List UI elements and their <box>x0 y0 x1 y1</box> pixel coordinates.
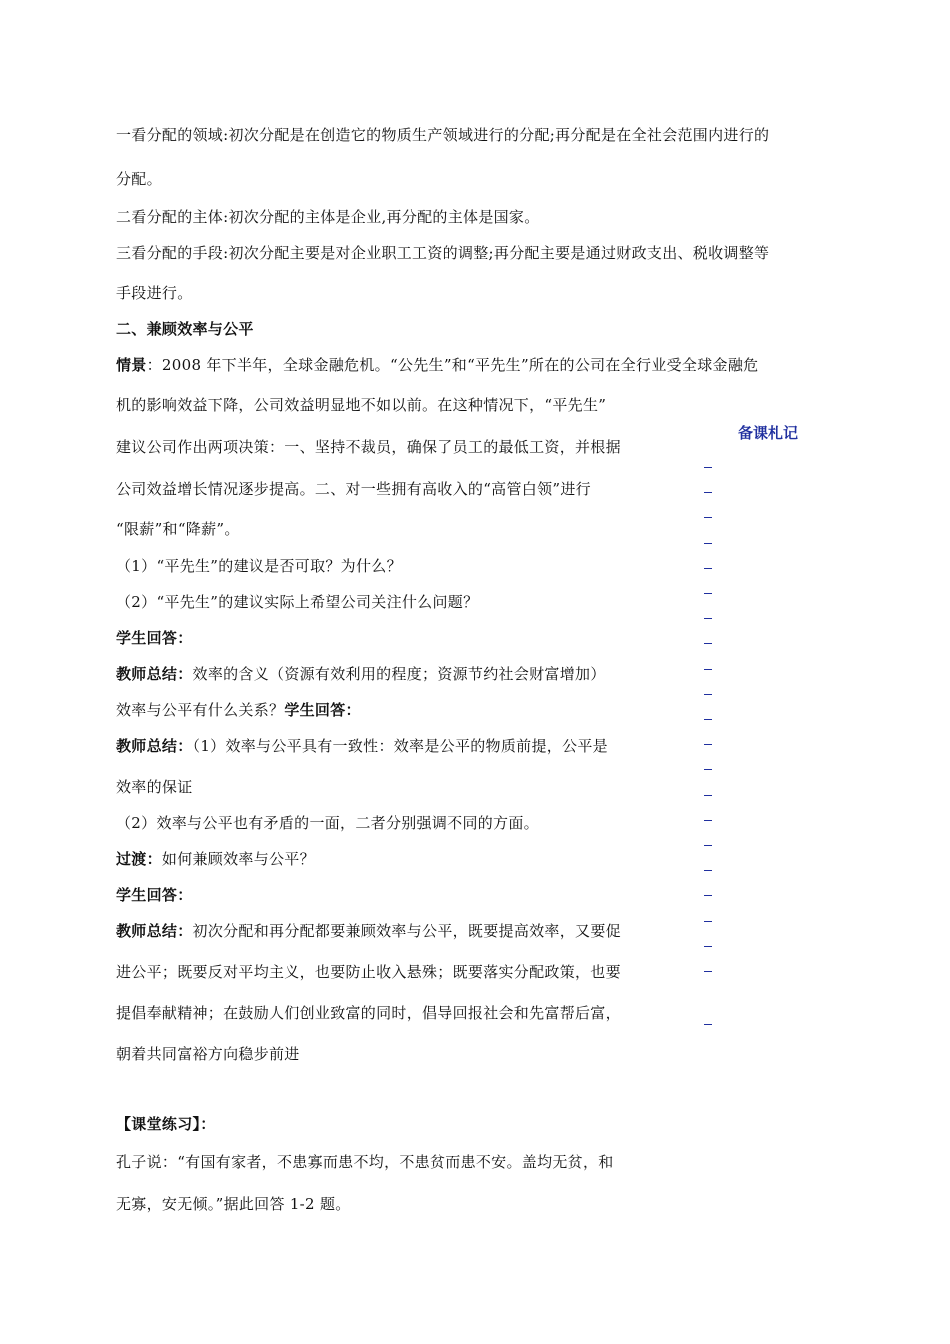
scenario-label: 情景 <box>116 356 147 374</box>
teacher-summary-3-line-3: 提倡奉献精神；在鼓励人们创业致富的同时，倡导回报社会和先富帮后富， <box>116 1004 621 1022</box>
teacher-summary-2-line-1 <box>116 735 608 756</box>
sidebar-blank-line <box>704 694 712 695</box>
sidebar-blank-line <box>704 870 712 871</box>
teacher-summary-3-line-4: 朝着共同富裕方向稳步前进 <box>116 1045 300 1063</box>
practice-line-1: 孔子说：“有国有家者，不患寡而患不均，不患贫而患不安。盖均无贫，和 <box>116 1153 614 1171</box>
question-1: （1）“平先生”的建议是否可取？为什么？ <box>116 557 402 575</box>
teacher-summary-2-text: （1）效率与公平具有一致性：效率是公平的物质前提，公平是 <box>192 737 608 755</box>
student-answer-label: 学生回答： <box>284 701 361 719</box>
sidebar-blank-line <box>704 795 712 796</box>
efficiency-question: 效率与公平有什么关系？ <box>116 701 285 719</box>
scenario-line-5: “限薪”和“降薪”。 <box>116 520 240 538</box>
teacher-summary-label: 教师总结： <box>116 737 193 755</box>
teacher-summary-3-line-2: 进公平；既要反对平均主义，也要防止收入悬殊；既要落实分配政策，也要 <box>116 963 621 981</box>
sidebar-blank-line <box>704 669 712 670</box>
transition-label: 过渡： <box>116 850 162 868</box>
sidebar-blank-line <box>704 643 712 644</box>
sidebar-blank-line <box>704 593 712 594</box>
sidebar-blank-line <box>704 971 712 972</box>
sidebar-blank-line <box>704 543 712 544</box>
sidebar-blank-line <box>704 769 712 770</box>
efficiency-question-line <box>116 699 361 720</box>
teacher-summary-3-line-1 <box>116 920 621 941</box>
sidebar-blank-line <box>704 467 712 468</box>
scenario-line-3: 建议公司作出两项决策：一、坚持不裁员，确保了员工的最低工资，并根据 <box>116 438 621 456</box>
sidebar-blank-line <box>704 568 712 569</box>
transition-line <box>116 848 315 869</box>
scenario-line-4: 公司效益增长情况逐步提高。二、对一些拥有高收入的“高管白领”进行 <box>116 480 591 498</box>
paragraph-distribution-means-cont: 手段进行。 <box>116 284 193 302</box>
paragraph-distribution-means: 三看分配的手段:初次分配主要是对企业职工工资的调整;再分配主要是通过财政支出、税收调整等 <box>116 244 770 262</box>
sidebar-blank-line <box>704 517 712 518</box>
student-answer-label: 学生回答： <box>116 886 193 904</box>
sidebar-blank-line <box>704 618 712 619</box>
sidebar-blank-line <box>704 1024 712 1025</box>
sidebar-blank-line <box>704 719 712 720</box>
paragraph-distribution-subject: 二看分配的主体:初次分配的主体是企业,再分配的主体是国家。 <box>116 208 540 226</box>
scenario-line-1 <box>116 354 758 375</box>
scenario-text-1: ：2008 年下半年，全球金融危机。“公先生”和“平先生”所在的公司在全行业受全球金融危 <box>146 356 759 374</box>
sidebar-title: 备课札记 <box>738 424 799 442</box>
section-heading: 二、兼顾效率与公平 <box>116 320 254 338</box>
teacher-summary-2-line-2: 效率的保证 <box>116 778 193 796</box>
teacher-summary-label: 教师总结： <box>116 922 193 940</box>
transition-text: 如何兼顾效率与公平？ <box>161 850 315 868</box>
sidebar-blank-line <box>704 744 712 745</box>
teacher-summary-2-line-3: （2）效率与公平也有矛盾的一面，二者分别强调不同的方面。 <box>116 814 539 832</box>
teacher-summary-text: 效率的含义（资源有效利用的程度；资源节约社会财富增加） <box>192 665 606 683</box>
student-answer-label: 学生回答： <box>116 629 193 647</box>
paragraph-distribution-domain: 一看分配的领域:初次分配是在创造它的物质生产领域进行的分配;再分配是在全社会范围内进行的 <box>116 126 770 144</box>
paragraph-distribution-domain-cont: 分配。 <box>116 170 162 188</box>
sidebar-blank-line <box>704 921 712 922</box>
scenario-line-2: 机的影响效益下降，公司效益明显地不如以前。在这种情况下，“平先生” <box>116 396 607 414</box>
sidebar-blank-line <box>704 820 712 821</box>
question-2: （2）“平先生”的建议实际上希望公司关注什么问题？ <box>116 593 479 611</box>
teacher-summary-label: 教师总结： <box>116 665 193 683</box>
practice-heading: 【课堂练习】： <box>116 1115 216 1133</box>
sidebar-blank-line <box>704 845 712 846</box>
teacher-summary-3-text: 初次分配和再分配都要兼顾效率与公平，既要提高效率，又要促 <box>192 922 621 940</box>
sidebar-blank-line <box>704 492 712 493</box>
sidebar-blank-line <box>704 946 712 947</box>
teacher-summary-1 <box>116 663 606 684</box>
practice-line-2: 无寡，安无倾。”据此回答 1-2 题。 <box>116 1195 351 1213</box>
sidebar-blank-line <box>704 895 712 896</box>
